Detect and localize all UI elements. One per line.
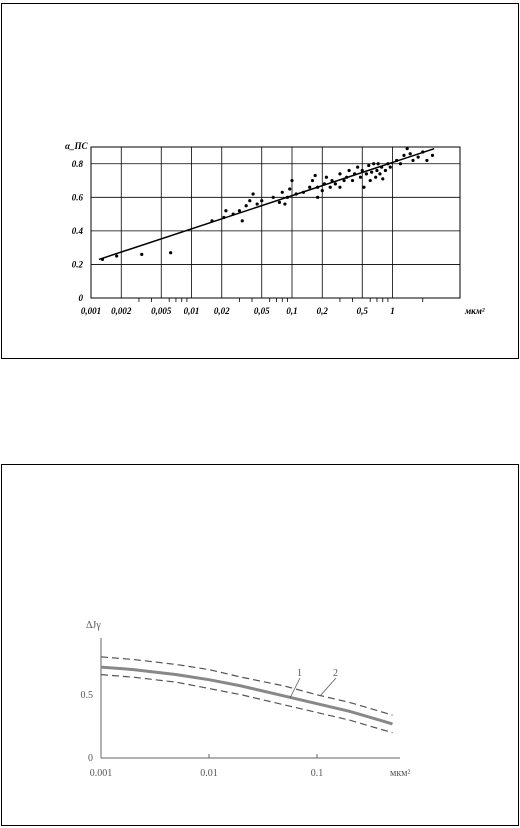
x-tick-label: 0.01 [200, 768, 218, 779]
y-tick-label: 0 [78, 293, 83, 303]
x-tick-label: 0,005 [151, 306, 172, 316]
y-tick-label: 0.5 [80, 689, 93, 701]
y-tick-label: 0.8 [71, 158, 83, 169]
x-unit-label: мкм² [465, 306, 485, 316]
annotation-label: 2 [333, 668, 338, 679]
x-tick-label: 0,002 [111, 306, 132, 316]
y-axis-label: α_ПС [65, 141, 88, 151]
x-tick-label: 0,02 [213, 306, 230, 316]
x-tick-label: 0,2 [316, 306, 328, 316]
x-tick-label: 0,05 [253, 306, 270, 316]
y-tick-label: 0.4 [71, 225, 83, 236]
annotation-label: 1 [297, 668, 302, 679]
y-tick-label: 0.6 [71, 192, 83, 203]
series-line-lower-band [101, 675, 393, 733]
y-tick-label: 0.2 [71, 259, 83, 270]
y-tick-label: 0 [88, 753, 93, 764]
x-tick-label: 0,5 [356, 306, 368, 316]
x-tick-label: 0,01 [183, 306, 200, 316]
y-axis-label: ΔJγ [86, 620, 101, 631]
x-unit-label: мкм² [390, 768, 411, 779]
x-tick-label: 0.1 [310, 768, 324, 779]
x-tick-label: 0.001 [89, 768, 113, 779]
annotation-leader [320, 678, 336, 696]
x-tick-label: 0,1 [286, 306, 298, 316]
x-tick-label: 1 [390, 306, 395, 316]
x-tick-label: 0,001 [80, 306, 102, 316]
plot-area [81, 620, 411, 779]
